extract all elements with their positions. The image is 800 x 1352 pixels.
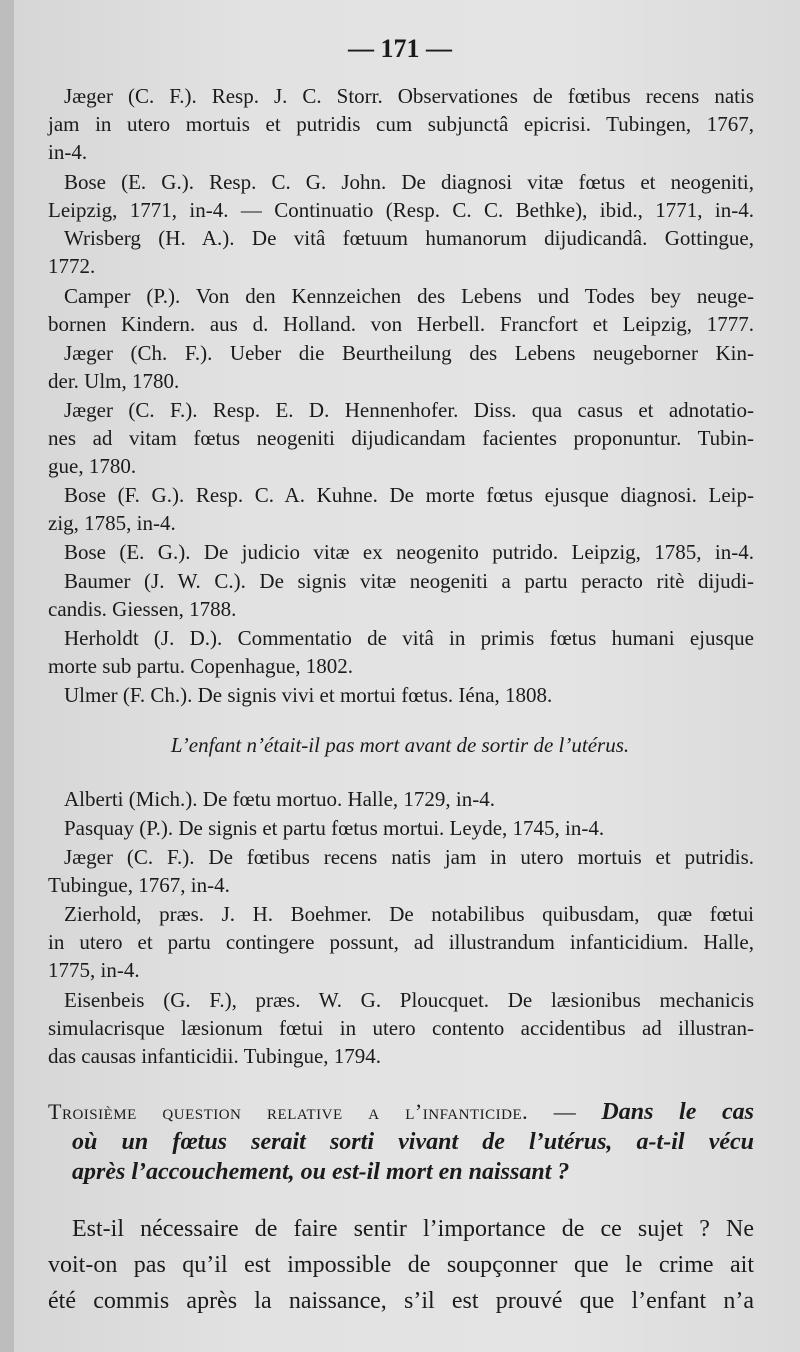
entry-line: nes ad vitam fœtus neogeniti dijudicandam facientes proponuntur. Tubin- bbox=[48, 426, 754, 450]
entry-line: in-4. bbox=[48, 140, 88, 164]
entry-line: Eisenbeis (G. F.), præs. W. G. Ploucquet. De læsionibus mechanicis bbox=[64, 988, 754, 1012]
question-italic-start: Dans le cas bbox=[601, 1099, 754, 1125]
entry-line: Jæger (C. F.). Resp. E. D. Hennenhofer. Diss. qua casus et adnotatio- bbox=[64, 398, 754, 422]
entry-line: Pasquay (P.). De signis et partu fœtus mortui. Leyde, 1745, in-4. bbox=[64, 816, 605, 840]
entry-line: gue, 1780. bbox=[48, 454, 137, 478]
body-line: été commis après la naissance, s’il est prouvé que l’enfant n’a bbox=[48, 1288, 754, 1314]
entry-line: Ulmer (F. Ch.). De signis vivi et mortui fœtus. Iéna, 1808. bbox=[64, 683, 553, 707]
entry-line: Tubingue, 1767, in-4. bbox=[48, 873, 230, 897]
entry-line: 1775, in-4. bbox=[48, 958, 140, 982]
entry-line: Bose (F. G.). Resp. C. A. Kuhne. De morte fœtus ejusque diagnosi. Leip- bbox=[64, 483, 754, 507]
entry-line: Baumer (J. W. C.). De signis vitæ neogeniti a partu peracto ritè dijudi- bbox=[64, 569, 754, 593]
question-line bbox=[48, 1097, 754, 1127]
question-lead: Troisième question relative a l’infanticide. — bbox=[48, 1099, 577, 1124]
entry-line: Bose (E. G.). De judicio vitæ ex neogenito putrido. Leipzig, 1785, in-4. bbox=[64, 540, 754, 564]
entry-line: zig, 1785, in-4. bbox=[48, 511, 176, 535]
entry-line: der. Ulm, 1780. bbox=[48, 369, 180, 393]
section-subheading: L’enfant n’était-il pas mort avant de sortir de l’utérus. bbox=[170, 733, 630, 757]
entry-line: Camper (P.). Von den Kennzeichen des Lebens und Todes bey neuge- bbox=[64, 284, 754, 308]
page-number: — 171 — bbox=[348, 34, 452, 63]
body-line: voit-on pas qu’il est impossible de soupçonner que le crime ait bbox=[48, 1252, 754, 1278]
entry-line: Alberti (Mich.). De fœtu mortuo. Halle, 1729, in-4. bbox=[64, 787, 495, 811]
entry-line: Jæger (C. F.). De fœtibus recens natis jam in utero mortuis et putridis. bbox=[64, 845, 754, 869]
entry-line: Bose (E. G.). Resp. C. G. John. De diagnosi vitæ fœtus et neogeniti, bbox=[64, 170, 754, 194]
entry-line: jam in utero mortuis et putridis cum subjunctâ epicrisi. Tubingen, 1767, bbox=[48, 112, 754, 136]
entry-line: 1772. bbox=[48, 254, 96, 278]
entry-line: das causas infanticidii. Tubingue, 1794. bbox=[48, 1044, 382, 1068]
entry-line: Leipzig, 1771, in-4. — Continuatio (Resp. C. C. Bethke), ibid., 1771, in-4. bbox=[48, 198, 754, 222]
entry-line: Zierhold, præs. J. H. Boehmer. De notabilibus quibusdam, quæ fœtui bbox=[64, 902, 754, 926]
entry-line: in utero et partu contingere possunt, ad illustrandum infanticidium. Halle, bbox=[48, 930, 754, 954]
entry-line: morte sub partu. Copenhague, 1802. bbox=[48, 654, 354, 678]
entry-line: Jæger (Ch. F.). Ueber die Beurtheilung des Lebens neugeborner Kin- bbox=[64, 341, 754, 365]
entry-line: Jæger (C. F.). Resp. J. C. Storr. Observationes de fœtibus recens natis bbox=[64, 84, 754, 108]
entry-line: candis. Giessen, 1788. bbox=[48, 597, 237, 621]
entry-line: simulacrisque læsionum fœtui in utero contento accidentibus ad illustran- bbox=[48, 1016, 754, 1040]
entry-line: Wrisberg (H. A.). De vitâ fœtuum humanorum dijudicandâ. Gottingue, bbox=[64, 226, 754, 250]
entry-line: bornen Kindern. aus d. Holland. von Herbell. Francfort et Leipzig, 1777. bbox=[48, 312, 754, 336]
question-line: après l’accouchement, ou est-il mort en naissant ? bbox=[72, 1159, 570, 1185]
entry-line: Herholdt (J. D.). Commentatio de vitâ in primis fœtus humani ejusque bbox=[64, 626, 754, 650]
question-line: où un fœtus serait sorti vivant de l’utérus, a-t-il vécu bbox=[72, 1129, 754, 1155]
body-line: Est-il nécessaire de faire sentir l’importance de ce sujet ? Ne bbox=[72, 1216, 754, 1242]
